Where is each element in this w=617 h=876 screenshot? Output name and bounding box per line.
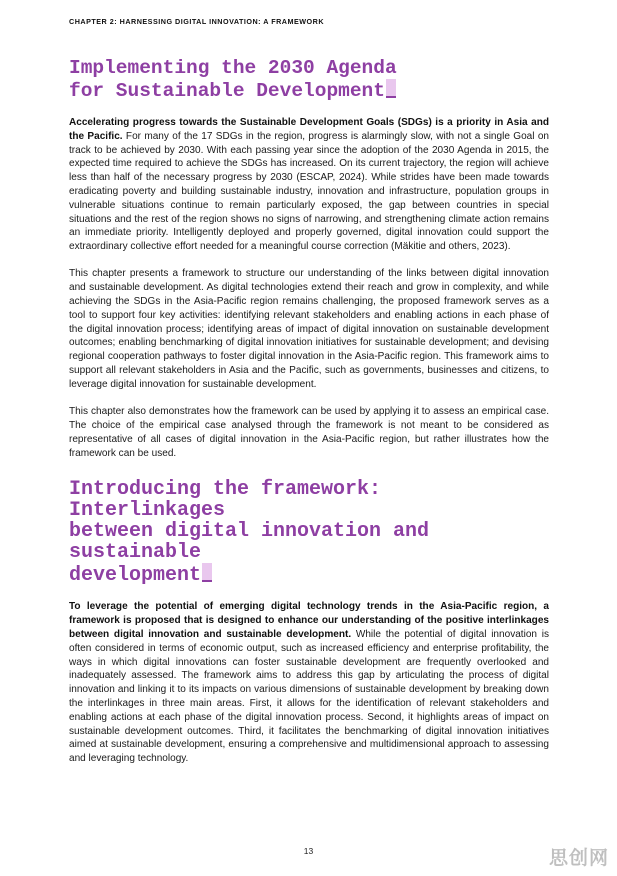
cursor-block-icon bbox=[386, 79, 396, 98]
heading-line: for Sustainable Development bbox=[69, 80, 385, 102]
heading-line: Introducing the framework: Interlinkages bbox=[69, 478, 382, 523]
watermark-logo: 思创网 bbox=[548, 847, 609, 869]
section-heading-agenda bbox=[69, 58, 549, 102]
page-number: 13 bbox=[303, 846, 314, 856]
paragraph-progress bbox=[69, 116, 549, 254]
heading-line: Implementing the 2030 Agenda bbox=[69, 57, 397, 79]
section-heading-framework bbox=[69, 479, 549, 586]
paragraph-empirical-case: This chapter also demonstrates how the framework can be used by applying it to assess an empirical case. The choice of the empirical case analysed through the framework is not meant to be considered as representative of all cases of digital innovation in the Asia-Pacific region, but rather illustrates how the framework can be used. bbox=[69, 406, 549, 459]
paragraph-body: While the potential of digital innovation is often considered in terms of economic output, such as increased efficiency and enterprise profitability, the ways in which digital innovations can foster sustainable development are frequently overlooked and inadequately assessed. The framework aims to address this gap by articulating the process of digital innovation and linking it to its impacts on various dimensions of sustainable development by breaking down the interlinkages in three main areas. First, it allows for the identification of relevant stakeholders and enabling actions at each phase of the digital innovation process. Second, it highlights areas of impact on sustainable development outcomes. Third, it facilitates the benchmarking of digital innovation initiatives aimed at sustainable development, ensuring a comprehensive and multidimensional approach to assessing and leveraging technology. bbox=[69, 628, 549, 765]
heading-line: development bbox=[69, 564, 202, 588]
paragraph-lead: To leverage the potential of emerging digital technology trends in the Asia-Pacific region, a framework is proposed that is designed to enhance our understanding of the positive interlinkages between digital innovation and sustainable development. bbox=[69, 601, 549, 640]
page-content bbox=[69, 58, 549, 779]
heading-line: between digital innovation and sustainable bbox=[69, 520, 430, 565]
chapter-header: CHAPTER 2: HARNESSING DIGITAL INNOVATION: A FRAMEWORK bbox=[69, 17, 325, 26]
paragraph-framework-purpose bbox=[69, 600, 549, 766]
paragraph-body: For many of the 17 SDGs in the region, progress is alarmingly slow, with not a single Goal on track to be achieved by 2030. With each passing year since the adoption of the 2030 Agenda in 2015, the expected time required to achieve the SDGs has increased. On its current trajectory, the region will achieve less than half of the necessary progress by 2030 (ESCAP, 2024). While strides have been made towards eradicating poverty and building sustainable industry, innovation and infrastructure, population groups in vulnerable situations continue to remain particularly exposed, the gap between countries in special situations and the rest of the region shows no signs of narrowing, and strengthening climate action remains an immediate priority. Intelligently deployed and properly governed, digital innovation could support the extraordinary collective effort needed for a meaningful course correction (Mäkitie and others, 2023). bbox=[69, 130, 549, 253]
cursor-block-icon bbox=[202, 563, 212, 582]
paragraph-framework-intro: This chapter presents a framework to structure our understanding of the links between digital innovation and sustainable development. As digital technologies extend their reach and grow in complexity, and while achieving the SDGs in the Asia-Pacific region remains challenging, the proposed framework serves as a tool to support four key activities: identifying relevant stakeholders and enabling actions in each phase of the digital innovation process; identifying areas of impact of digital innovation on sustainable development outcomes; enabling benchmarking of digital innovation initiatives for sustainable development; and devising regional cooperation pathways to foster digital innovation in the Asia-Pacific region. This framework aims to support all relevant stakeholders in Asia and the Pacific, such as governments, businesses and citizens, to leverage digital innovation for sustainable development. bbox=[69, 268, 549, 390]
paragraph-lead: Accelerating progress towards the Sustainable Development Goals (SDGs) is a priority in Asia and the Pacific. bbox=[69, 117, 549, 142]
